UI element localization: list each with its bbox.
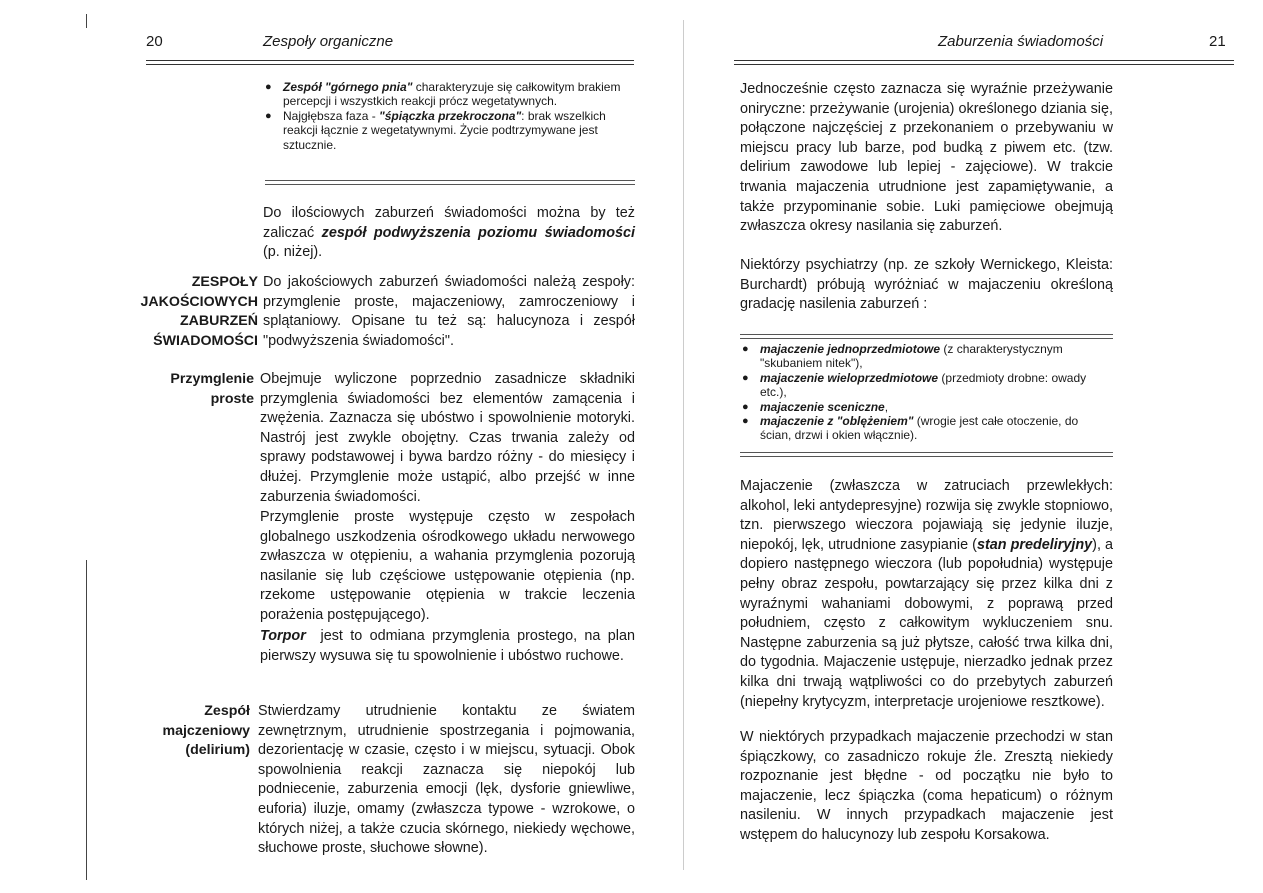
binding-mark-top bbox=[86, 14, 87, 28]
margin-label-przymglenie: Przymglenie proste bbox=[170, 371, 254, 407]
left-page-number: 20 bbox=[146, 33, 163, 50]
paragraph: Torpor jest to odmiana przymglenia prostego, na plan pierwszy wysuwa się tu spowolnienie i ubóstwo ruchowe. bbox=[260, 628, 639, 664]
header-rule bbox=[146, 60, 634, 61]
paragraph: Niektórzy psychiatrzy (np. ze szkoły Wernickego, Kleista: Burchardt) próbują wyróżniać w majaczeniu określoną gradację nasilenia zaburzeń : bbox=[740, 257, 1113, 313]
paragraph: Przymglenie proste występuje często w zespołach globalnego uszkodzenia ośrodkowego układu nerwowego zwłaszcza w otępieniu, a wahania przymglenia pozorują nasilanie się lub częściowe ustępowanie otępienia (np. rzekome ustępowanie otępienia w trakcie leczenia porażenia postępującego). bbox=[260, 509, 635, 623]
list-item: ● Najgłębsza faza - "śpiączka przekroczona": brak wszelkich reakcji łącznie z wegetatywnymi. Życie podtrzymywane jest sztucznie. bbox=[265, 109, 637, 152]
margin-label-delirium: Zespół majczeniowy (delirium) bbox=[162, 703, 250, 759]
paragraph: Majaczenie (zwłaszcza w zatruciach przewlekłych: alkohol, leki antydepresyjne) rozwija się zwykle stopniowo, tzn. pierwszego wieczora pojawiają się jedynie iluzje, niepokój, lęk, utrudnione zasypianie (stan predeliryjny), a dopiero następnego wieczora (lub popołudnia) występuje pełny obraz zespołu, powtarzający się przez kilka dni z wyraźnymi wahaniami dobowymi, z poprawą przed południem, często z całkowitym wykluczeniem snu. Następne zaburzenia są już płytsze, całość trwa kilka dni, do tygodnia. Majaczenie ustępuje, nierzadko jednak przez kilka dni trwają wątpliwości co do przebytych zaburzeń (niepełny krytycyzm, interpretacje urojeniowe resztkowe). bbox=[740, 478, 1114, 710]
paragraph: W niektórych przypadkach majaczenie przechodzi w stan śpiączkowy, co zasadniczo rokuje źle. Zresztą niekiedy rozpoznanie jest błędne - od początku nie było to majaczenie, lecz śpiączka (coma hepaticum) o różnym nasileniu. W innych przypadkach majaczenie jest wstępem do halucynozy lub zespołu Korsakowa. bbox=[740, 729, 1113, 843]
box-rule bbox=[265, 180, 635, 181]
list-item: ● majaczenie sceniczne, bbox=[742, 400, 1104, 414]
list-item: ● majaczenie wieloprzedmiotowe (przedmioty drobne: owady etc.), bbox=[742, 371, 1104, 400]
margin-label-zespoly: ZESPOŁY JAKOŚCIOWYCH ZABURZEŃ ŚWIADOMOŚCI bbox=[140, 274, 258, 349]
right-running-header: Zaburzenia świadomości bbox=[938, 33, 1104, 50]
box-rule bbox=[265, 184, 635, 185]
binding-mark-bottom bbox=[86, 560, 87, 880]
left-box bbox=[265, 80, 637, 152]
header-rule bbox=[146, 64, 634, 65]
box-rule bbox=[740, 334, 1113, 335]
right-page-number: 21 bbox=[1209, 33, 1226, 50]
header-rule bbox=[734, 60, 1234, 61]
box-rule bbox=[740, 456, 1113, 457]
list-item: ● majaczenie z "oblężeniem" (wrogie jest całe otoczenie, do ścian, drzwi i okien włącznie). bbox=[742, 414, 1104, 443]
right-box bbox=[742, 342, 1104, 443]
list-item: ● Zespół "górnego pnia" charakteryzuje się całkowitym brakiem percepcji i wszystkich reakcji prócz wegetatywnych. bbox=[265, 80, 637, 109]
paragraph: Jednocześnie często zaznacza się wyraźnie przeżywanie oniryczne: przeżywanie (urojenia) określonego dziania się, połączone najczęściej z przekonaniem o przebywaniu w miejscu pracy lub barze, pod budką z piwem etc. (tzw. delirium zawodowe lub lepiej - zajęciowe). W trakcie trwania majaczenia utrudnione jest zapamiętywanie, a także przypominanie sobie. Luki pamięciowe obejmują zwłaszcza okresy nasilania się zaburzeń. bbox=[740, 81, 1113, 235]
paragraph: Do jakościowych zaburzeń świadomości należą zespoły: przymglenie proste, majaczeniowy, zamroczeniowy i splątaniowy. Opisane tu też są: halucynoza i zespół "podwyższenia świadomości". bbox=[263, 274, 635, 349]
left-running-header: Zespoły organiczne bbox=[263, 33, 394, 50]
header-rule bbox=[734, 64, 1234, 65]
box-rule bbox=[740, 452, 1113, 453]
page-gutter bbox=[683, 20, 684, 870]
paragraph: Do ilościowych zaburzeń świadomości można by też zaliczać zespół podwyższenia poziomu świadomości (p. niżej). bbox=[263, 205, 635, 261]
paragraph: Stwierdzamy utrudnienie kontaktu ze światem zewnętrznym, utrudnienie spostrzegania i pojmowania, dezorientację w czasie, często i w miejscu, sytuacji. Obok spowolnienia reakcji zaznacza się niepokój lub podniecenie, zaburzenia emocji (lęk, dysforie gniewliwe, euforia) iluzje, omamy (zwłaszcza typowe - wzrokowe, o których niżej, a także czucia skórnego, niekiedy węchowe, słuchowe proste, słuchowe słowne). bbox=[258, 703, 635, 857]
box-rule bbox=[740, 338, 1113, 339]
paragraph: Obejmuje wyliczone poprzednio zasadnicze składniki przymglenia świadomości bez elementów zamącenia i zwężenia. Zaznacza się ubóstwo i spowolnienie motoryki. Nastrój jest zwykle obojętny. Czas trwania zależy od sprawy podstawowej i bywa bardzo różny - do miesięcy i dłużej. Przymglenie może ustąpić, albo przejść w inne zaburzenia świadomości. bbox=[260, 371, 635, 505]
list-item: ● majaczenie jednoprzedmiotowe (z charakterystycznym "skubaniem nitek"), bbox=[742, 342, 1104, 371]
